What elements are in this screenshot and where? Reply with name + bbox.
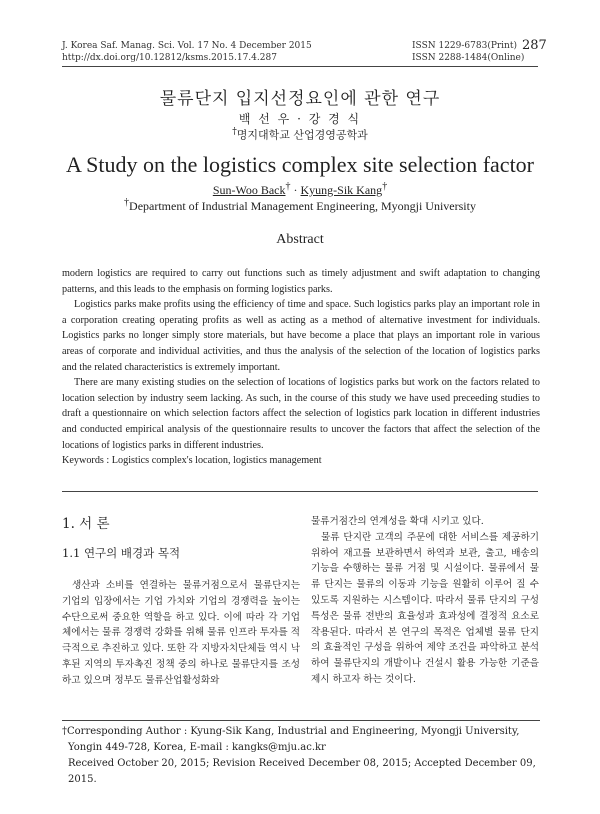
right-column (311, 514, 539, 688)
affiliation-marker: † (232, 126, 237, 137)
section-heading: 1. 서 론 (62, 516, 110, 532)
abstract-paragraph: There are many existing studies on the selection of locations of logistics parks but work on the factors related to location selection by industry seem lacking. As such, in the course of this study we have used preceeding studies to draft a questionnaire on which selection factors affect the selection of logistics park location in different industries and conducted empirical analysis of the questionnaire results to uncover the factors that affect the selection of the locations of logistics parks in different industries. (62, 377, 540, 451)
left-column (62, 578, 300, 689)
footnote (62, 724, 540, 788)
keywords: Keywords : Logistics complex's location, logistics management (62, 455, 322, 467)
abstract-rule (62, 491, 538, 492)
body-paragraph: 물류 단지란 고객의 주문에 대한 서비스를 제공하기 위하여 재고를 보관하면서 하역과 보관, 출고, 배송의 기능을 수행하는 물류 거점 및 시설이다. 물류에서 물류 단지는 물류의 이동과 기능을 원활히 이루어 질 수 있도록 지원하는 시스템이다. 따라서 물류 단지의 구성 특성은 물류 전반의 효율성과 효과성에 결정적 요소로 작용된다. 따라서 본 연구의 목적은 업체별 물류 단지의 효율적인 구성을 위하여 제약 조건을 파악하고 분석하여 물류단지의 개발이나 건설시 활용 가능한 기준을 제시 하고자 하는 것이다. (311, 531, 539, 685)
authors-english: Sun-Woo Back† · Kyung-Sik Kang† (212, 181, 388, 197)
body-paragraph: 생산과 소비를 연결하는 물류거점으로서 물류단지는 기업의 입장에서는 기업 가치와 기업의 경쟁력을 높이는 수단으로써 중요한 역할을 하고 있다. 이에 따라 각 기업체에서는 물류 경쟁력 강화를 위해 물류 인프라 투자를 적극적으로 추진하고 있다. 또한 각 지방자치단체들 역시 낙후된 지역의 투자촉진 정책 중의 하나로 물류단지를 조성하고 있으며 정부도 물류산업활성화와 (62, 580, 300, 686)
corresponding-author: †Corresponding Author : Kyung-Sik Kang, Industrial and Engineering, Myongji University, (62, 726, 520, 737)
issn-online: ISSN 2288-1484(Online) (412, 53, 525, 63)
page-number: 287 (522, 38, 547, 53)
header-rule (62, 66, 538, 67)
author-2: Kyung-Sik Kang (300, 183, 383, 197)
abstract-body (62, 266, 540, 469)
title-korean: 물류단지 입지선정요인에 관한 연구 (159, 89, 441, 109)
affiliation-korean: †명지대학교 산업경영공학과 (232, 126, 368, 142)
received-dates: Received October 20, 2015; Revision Received December 08, 2015; Accepted December 09, 2015. (68, 758, 536, 785)
author-contact: Yongin 449-728, Korea, E-mail : kangks@mju.ac.kr (68, 742, 326, 753)
abstract-heading: Abstract (276, 232, 324, 247)
abstract-paragraph: modern logistics are required to carry out functions such as timely adjustment and swift adaptation to changing patterns, and this leads to the emphasis on forming logistics parks. (62, 268, 540, 295)
issn-block (412, 40, 524, 64)
doi-link[interactable]: http://dx.doi.org/10.12812/ksms.2015.17.4.287 (62, 53, 277, 63)
author-1: Sun-Woo Back (212, 183, 286, 197)
footnote-rule (62, 720, 540, 721)
title-english: A Study on the logistics complex site selection factor (65, 152, 535, 177)
authors-korean: 백 선 우 · 강 경 식 (238, 112, 362, 126)
issn-print: ISSN 1229-6783(Print) (412, 41, 517, 51)
journal-header (62, 40, 312, 64)
subsection-heading: 1.1 연구의 배경과 목적 (62, 546, 181, 560)
abstract-paragraph: Logistics parks make profits using the efficiency of time and space. Such logistics parks play an important role in a corporation creating operating profits as well as acting as a method of alternative investment for individuals. Logistics parks no longer simply store materials, but have become a place that plays an important role in various areas of corporate and individual activities, and thus the analysis of the selection of the location of logistics parks and the related characteristics is extremely important. (62, 299, 540, 373)
body-paragraph: 물류거점간의 연계성을 확대 시키고 있다. (311, 516, 484, 527)
journal-citation: J. Korea Saf. Manag. Sci. Vol. 17 No. 4 December 2015 (62, 41, 312, 51)
affiliation-english: †Department of Industrial Management Engineering, Myongji University (124, 197, 476, 213)
